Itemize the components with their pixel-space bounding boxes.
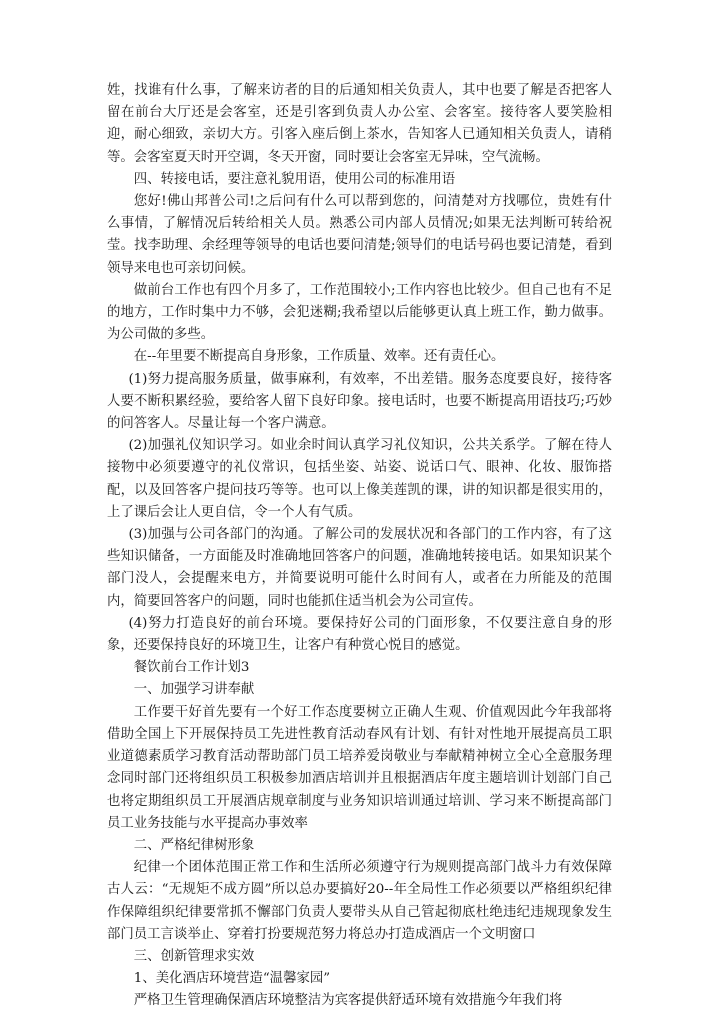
subsection-heading: 1、美化酒店环境营造“温馨家园” xyxy=(133,971,331,987)
paragraph: 严格卫生管理确保酒店环境整洁为宾客提供舒适环境有效措施今年我们将 xyxy=(133,993,563,1009)
section-heading: 二、严格纪律树形象 xyxy=(133,837,255,853)
document-page xyxy=(107,80,612,1013)
paragraph: 您好!佛山邦普公司!之后问有什么可以帮到您的，问清楚对方找哪位，贵姓有什么事情，了解情况后转给相关人员。熟悉公司内部人员情况;如果无法判断可转给祝莹。找李助理、余经理等领导的电话也要问清楚;领导们的电话号码也要记清楚，看到领导来电也可亲切问候。 xyxy=(107,194,612,276)
list-item: (1)努力提高服务质量，做事麻利，有效率，不出差错。服务态度要良好，接待客人要不断积累经验，要给客人留下良好印象。接电话时，也要不断提高用语技巧;巧妙的问答客人。尽量让每一个客户满意。 xyxy=(107,371,612,432)
paragraph: 在--年里要不断提高自身形象，工作质量、效率。还有责任心。 xyxy=(133,349,505,365)
section-heading: 三、创新管理求实效 xyxy=(133,948,255,964)
list-item: (4)努力打造良好的前台环境。要保持好公司的门面形象，不仅要注意自身的形象，还要保持良好的环境卫生，让客户有种赏心悦目的感觉。 xyxy=(107,615,612,654)
paragraph: 姓，找谁有什么事，了解来访者的目的后通知相关负责人，其中也要了解是否把客人留在前台大厅还是会客室，还是引客到负责人办公室、会客室。接待客人要笑脸相迎，耐心细致，亲切大方。引客入座后倒上茶水，告知客人已通知相关负责人，请稍等。会客室夏天时开空调，冬天开窗，同时要让会客室无异味，空气流畅。 xyxy=(107,83,612,165)
list-item: (2)加强礼仪知识学习。如业余时间认真学习礼仪知识，公共关系学。了解在待人接物中必须要遵守的礼仪常识，包括坐姿、站姿、说话口气、眼神、化妆、服饰搭配，以及回答客户提问技巧等等。也可以上像美莲凯的课，讲的知识都是很实用的，上了课后会让人更自信，令一个人有气质。 xyxy=(107,438,612,520)
document-title: 餐饮前台工作计划3 xyxy=(133,660,250,676)
list-item: (3)加强与公司各部门的沟通。了解公司的发展状况和各部门的工作内容，有了这些知识储备，一方面能及时准确地回答客户的问题，准确地转接电话。如果知识某个部门没人，会提醒来电方，并简要说明可能什么时间有人，或者在力所能及的范围内，简要回答客户的问题，同时也能抓住适当机会为公司宣传。 xyxy=(107,527,612,609)
section-heading: 一、加强学习讲奉献 xyxy=(133,682,255,698)
paragraph: 做前台工作也有四个月多了，工作范围较小;工作内容也比较少。但自己也有不足的地方，工作时集中力不够，会犯迷糊;我希望以后能够更认真上班工作，勤力做事。为公司做的多些。 xyxy=(107,282,612,343)
paragraph: 工作要干好首先要有一个好工作态度要树立正确人生观、价值观因此今年我部将借助全国上下开展保持员工先进性教育活动春风有计划、有针对性地开展提高员工职业道德素质学习教育活动帮助部门员工培养爱岗敬业与奉献精神树立全心全意服务理念同时部门还将组织员工积极参加酒店培训并且根据酒店年度主题培训计划部门自己也将定期组织员工开展酒店规章制度与业务知识培训通过培训、学习来不断提高部门员工业务技能与水平提高办事效率 xyxy=(107,704,612,831)
paragraph: 纪律一个团体范围正常工作和生活所必须遵守行为规则提高部门战斗力有效保障古人云：“无规矩不成方圆”所以总办要搞好20--年全局性工作必须要以严格组织纪律作保障组织纪律要常抓不懈部门负责人要带头从自己管起彻底杜绝违纪违规现象发生部门员工言谈举止、穿着打扮要规范努力将总办打造成酒店一个文明窗口 xyxy=(107,860,612,942)
section-heading: 四、转接电话，要注意礼貌用语，使用公司的标准用语 xyxy=(133,171,456,187)
